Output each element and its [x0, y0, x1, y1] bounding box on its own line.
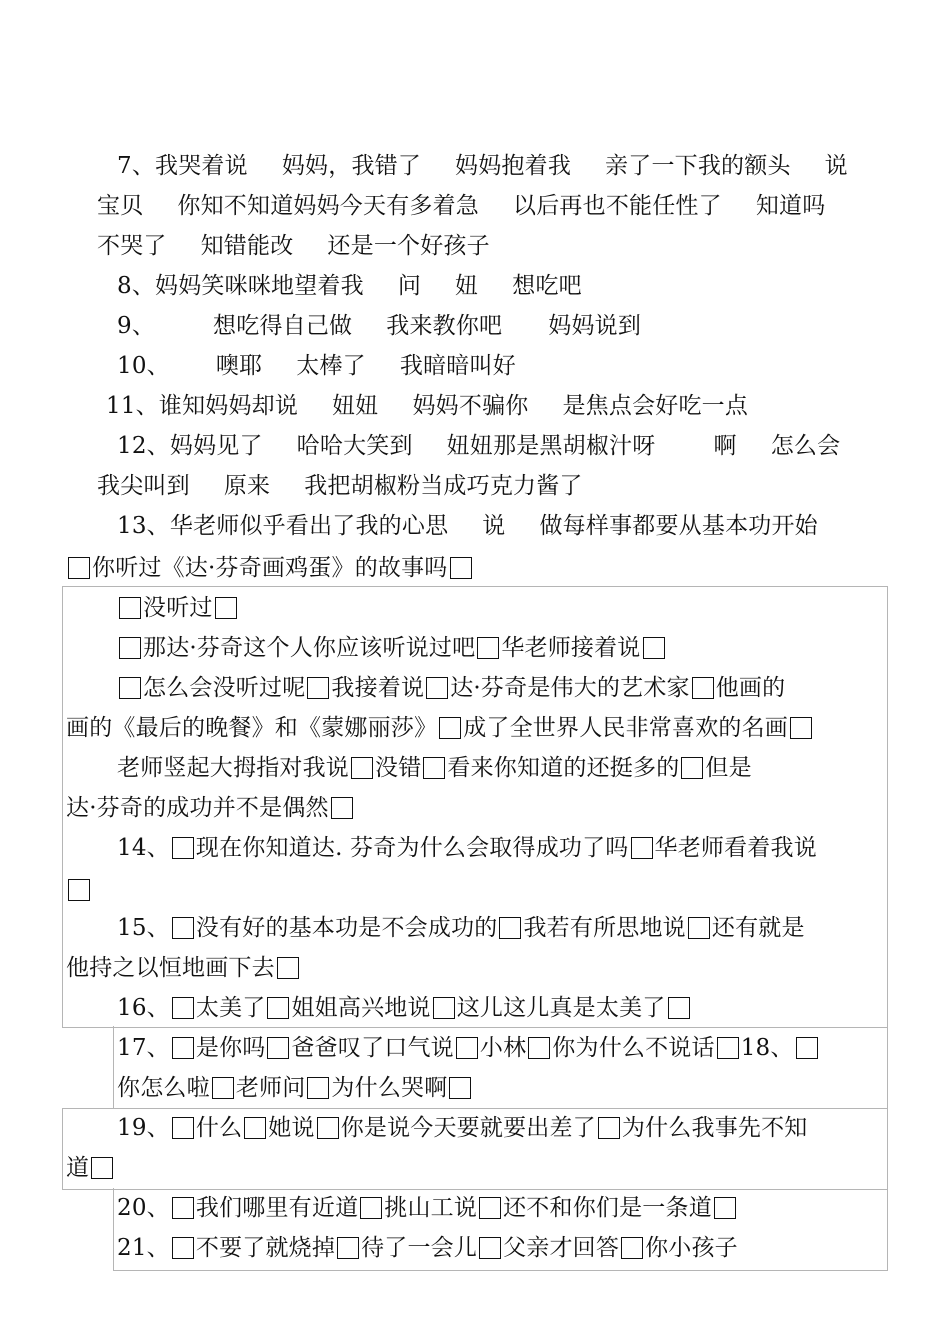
text-run: 你为什么不说话 — [552, 1035, 715, 1061]
answer-box[interactable] — [714, 1197, 736, 1219]
answer-box[interactable] — [528, 1037, 550, 1059]
answer-box[interactable] — [479, 1197, 501, 1219]
text-run: 说 — [824, 153, 848, 179]
text-line — [117, 1028, 820, 1068]
answer-box[interactable] — [119, 597, 141, 619]
text-run: 知错能改 — [200, 233, 294, 259]
answer-box[interactable] — [172, 917, 194, 939]
text-run: 18、 — [740, 1035, 794, 1061]
answer-box[interactable] — [477, 637, 499, 659]
text-run: 亲了一下我的额头 — [605, 153, 791, 179]
text-line — [117, 1188, 738, 1228]
text-run: 成了全世界人民非常喜欢的名画 — [463, 715, 789, 741]
text-line — [117, 1068, 473, 1108]
text-run: 为什么哭啊 — [331, 1075, 448, 1101]
text-line — [117, 748, 752, 788]
text-run: 怎么会 — [770, 433, 841, 459]
text-run: 我来教你吧 — [386, 313, 503, 339]
answer-box[interactable] — [119, 677, 141, 699]
text-run: 是你吗 — [195, 1035, 266, 1061]
text-run: 还有就是 — [711, 915, 805, 941]
text-line — [117, 306, 641, 346]
answer-box[interactable] — [91, 1157, 113, 1179]
text-run: 没错 — [375, 755, 422, 781]
text-run: 老师问 — [235, 1075, 306, 1101]
answer-box[interactable] — [277, 957, 299, 979]
text-line — [66, 1148, 115, 1188]
text-run: 什么 — [195, 1115, 243, 1141]
text-line — [117, 988, 692, 1028]
answer-box[interactable] — [360, 1197, 382, 1219]
text-run: 我暗暗叫好 — [399, 353, 516, 379]
answer-box[interactable] — [598, 1117, 620, 1139]
text-run: 但是 — [705, 755, 752, 781]
answer-box[interactable] — [456, 1037, 478, 1059]
text-line — [66, 948, 301, 988]
text-run: 15、 — [117, 915, 170, 941]
text-line — [117, 1228, 738, 1268]
answer-box[interactable] — [244, 1117, 266, 1139]
text-run: 13、华老师似乎看出了我的心思 — [117, 513, 449, 539]
text-run: 看来你知道的还挺多的 — [447, 755, 680, 781]
answer-box[interactable] — [631, 837, 653, 859]
text-line — [117, 588, 239, 628]
text-run: 妞妞 — [332, 393, 379, 419]
text-run: 妞 — [455, 273, 479, 299]
text-run: 老师竖起大拇指对我说 — [117, 755, 349, 781]
answer-box[interactable] — [317, 1117, 339, 1139]
text-run: 达·芬奇的成功并不是偶然 — [66, 795, 329, 821]
text-run: 以后再也不能任性了 — [513, 193, 722, 219]
text-run: 不哭了 — [97, 233, 167, 259]
text-line — [106, 386, 748, 426]
text-run: 道 — [66, 1155, 90, 1181]
answer-box[interactable] — [172, 1237, 194, 1259]
text-run: 7、我哭着说 — [117, 153, 248, 179]
text-run: 宝贝 — [97, 193, 144, 219]
answer-box[interactable] — [643, 637, 665, 659]
text-run: 你小孩子 — [645, 1235, 738, 1261]
text-run: 我把胡椒粉当成巧克力酱了 — [304, 473, 583, 499]
text-run: 14、 — [117, 835, 170, 861]
answer-box[interactable] — [267, 1037, 289, 1059]
text-line — [97, 186, 825, 226]
text-run: 17、 — [117, 1035, 170, 1061]
text-run: 10、 — [117, 353, 170, 379]
text-run: 问 — [397, 273, 422, 299]
text-run: 你听过《达·芬奇画鸡蛋》的故事吗 — [92, 555, 448, 581]
text-line — [117, 1108, 808, 1148]
text-run: 小林 — [479, 1035, 527, 1061]
text-line — [66, 708, 814, 748]
text-run: 爸爸叹了口气说 — [291, 1035, 454, 1061]
text-run: 画的《最后的晚餐》和《蒙娜丽莎》 — [66, 715, 438, 741]
answer-box[interactable] — [668, 997, 690, 1019]
text-line — [117, 506, 818, 546]
text-line — [66, 870, 92, 910]
text-line — [117, 146, 848, 186]
text-run: 哈哈大笑到 — [296, 433, 413, 459]
answer-box[interactable] — [449, 1077, 471, 1099]
text-line — [66, 788, 355, 828]
text-run: 你是说今天要就要出差了 — [340, 1115, 596, 1141]
answer-box[interactable] — [215, 597, 237, 619]
answer-box[interactable] — [172, 1197, 194, 1219]
answer-box[interactable] — [426, 677, 448, 699]
text-run: 啊 — [713, 433, 737, 459]
text-run: 妈妈不骗你 — [412, 393, 529, 419]
text-line — [117, 668, 785, 708]
text-run: 不要了就烧掉 — [195, 1235, 336, 1261]
text-run: 没有好的基本功是不会成功的 — [195, 915, 498, 941]
answer-box[interactable] — [68, 557, 90, 579]
text-run: 现在你知道达. 芬奇为什么会取得成功了吗 — [195, 835, 629, 861]
answer-box[interactable] — [790, 717, 812, 739]
answer-box[interactable] — [172, 1037, 194, 1059]
text-run: 19、 — [117, 1115, 170, 1141]
text-line — [117, 346, 516, 386]
text-run: 为什么我事先不知 — [621, 1115, 808, 1141]
text-run: 9、 — [117, 313, 156, 339]
text-run: 想吃吧 — [512, 273, 582, 299]
answer-box[interactable] — [307, 1077, 329, 1099]
answer-box[interactable] — [688, 917, 710, 939]
text-run: 21、 — [117, 1235, 170, 1261]
text-run: 太棒了 — [296, 353, 366, 379]
answer-box[interactable] — [267, 997, 289, 1019]
answer-box[interactable] — [119, 637, 141, 659]
text-line — [66, 548, 474, 588]
answer-box[interactable] — [621, 1237, 643, 1259]
text-run: 妈妈抱着我 — [455, 153, 572, 179]
text-run: 姐姐高兴地说 — [291, 995, 431, 1021]
text-line — [117, 266, 582, 306]
text-run: 太美了 — [195, 995, 266, 1021]
text-run: 想吃得自己做 — [213, 313, 353, 339]
text-line — [117, 628, 667, 668]
answer-box[interactable] — [331, 797, 353, 819]
text-run: 是焦点会好吃一点 — [562, 393, 749, 419]
text-run: 说 — [482, 513, 506, 539]
text-run: 原来 — [223, 473, 271, 499]
answer-box[interactable] — [337, 1237, 359, 1259]
text-run: 妈妈，我错了 — [281, 153, 422, 179]
answer-box[interactable] — [717, 1037, 739, 1059]
answer-box[interactable] — [307, 677, 329, 699]
answer-box[interactable] — [692, 677, 714, 699]
text-run: 挑山工说 — [384, 1195, 478, 1221]
answer-box[interactable] — [351, 757, 373, 779]
answer-box[interactable] — [439, 717, 461, 739]
answer-box[interactable] — [796, 1037, 818, 1059]
text-run: 妞妞那是黑胡椒汁呀 — [446, 433, 656, 459]
text-line — [97, 466, 583, 506]
answer-box[interactable] — [172, 837, 194, 859]
text-line — [117, 426, 840, 466]
text-run: 怎么会没听过呢 — [143, 675, 306, 701]
text-run: 我们哪里有近道 — [195, 1195, 359, 1221]
text-run: 他持之以恒地画下去 — [66, 955, 275, 981]
text-run: 你怎么啦 — [117, 1075, 210, 1101]
text-run: 11、谁知妈妈却说 — [106, 393, 299, 419]
text-run: 我若有所思地说 — [523, 915, 686, 941]
answer-box[interactable] — [681, 757, 703, 779]
answer-box[interactable] — [172, 997, 194, 1019]
text-run: 我接着说 — [331, 675, 425, 701]
text-run: 华老师看着我说 — [654, 835, 817, 861]
text-run: 父亲才回答 — [503, 1235, 620, 1261]
text-run: 没听过 — [143, 595, 213, 621]
text-run: 华老师接着说 — [501, 635, 641, 661]
text-run: 12、妈妈见了 — [117, 433, 263, 459]
text-run: 20、 — [117, 1195, 170, 1221]
text-run: 还是一个好孩子 — [327, 233, 490, 259]
text-line — [117, 828, 817, 868]
text-line — [97, 226, 490, 266]
answer-box[interactable] — [499, 917, 521, 939]
text-run: 她说 — [268, 1115, 315, 1141]
answer-box[interactable] — [68, 879, 90, 901]
answer-box[interactable] — [479, 1237, 501, 1259]
text-run: 还不和你们是一条道 — [503, 1195, 712, 1221]
text-run: 做每样事都要从基本功开始 — [539, 513, 818, 539]
answer-box[interactable] — [433, 997, 455, 1019]
text-run: 知道吗 — [755, 193, 826, 219]
text-run: 我尖叫到 — [97, 473, 190, 499]
text-line — [117, 908, 805, 948]
answer-box[interactable] — [172, 1117, 194, 1139]
text-run: 待了一会儿 — [361, 1235, 478, 1261]
text-run: 这儿这儿真是太美了 — [456, 995, 666, 1021]
text-run: 16、 — [117, 995, 170, 1021]
answer-box[interactable] — [423, 757, 445, 779]
answer-box[interactable] — [450, 557, 472, 579]
text-run: 达·芬奇是伟大的艺术家 — [450, 675, 690, 701]
text-run: 妈妈说到 — [548, 313, 642, 339]
answer-box[interactable] — [212, 1077, 234, 1099]
text-run: 噢耶 — [215, 353, 263, 379]
text-run: 他画的 — [715, 675, 786, 701]
text-run: 你知不知道妈妈今天有多着急 — [177, 193, 480, 219]
text-run: 8、妈妈笑咪咪地望着我 — [117, 273, 364, 299]
text-run: 那达·芬奇这个人你应该听说过吧 — [143, 635, 476, 661]
